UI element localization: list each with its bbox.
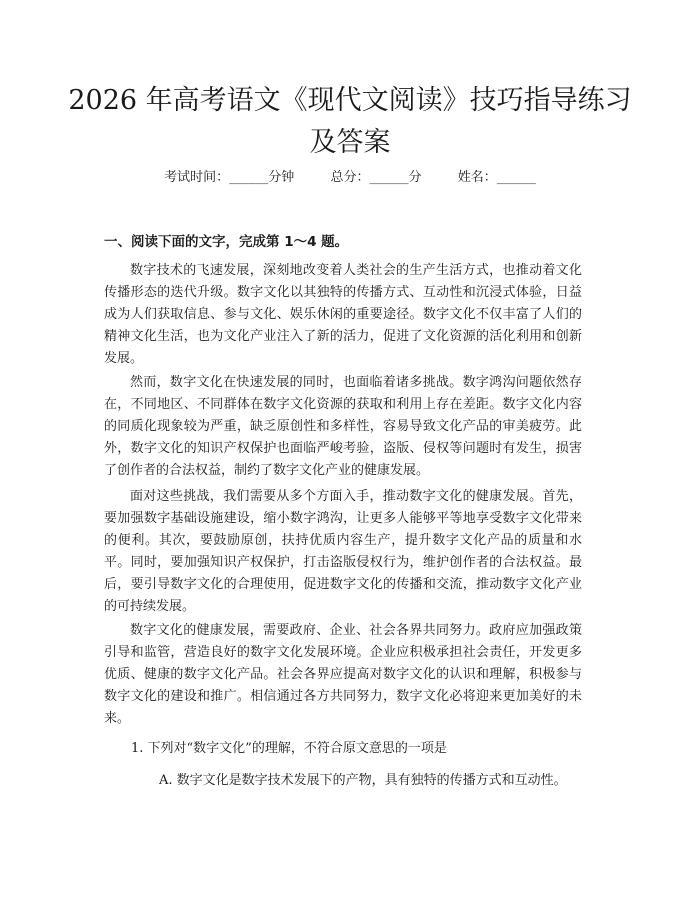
exam-score-blank: ______ bbox=[369, 170, 409, 185]
exam-time-blank: ______ bbox=[229, 170, 269, 185]
question-1-option-a: A. 数字文化是数字技术发展下的产物，具有独特的传播方式和互动性。 bbox=[159, 773, 567, 788]
paragraph-1: 数字技术的飞速发展，深刻地改变着人类社会的生产生活方式，也推动着文化传播形态的迭代升级。数字文化以其独特的传播方式、互动性和沉浸式体验，日益成为人们获取信息、参与文化、娱乐休闲的重要途径。数字文化不仅丰富了人们的精神文化生活，也为文化产业注入了新的活力，促进了文化资源的活化利用和创新发展。 bbox=[104, 263, 582, 366]
paragraph-4: 数字文化的健康发展，需要政府、企业、社会各界共同努力。政府应加强政策引导和监管，营造良好的数字文化发展环境。企业应积极承担社会责任，开发更多优质、健康的数字文化产品。社会各界应提高对数字文化的认识和理解，积极参与数字文化的建设和推广。相信通过各方共同努力，数字文化必将迎来更加美好的未来。 bbox=[104, 623, 582, 726]
document-title: 2026 年高考语文《现代文阅读》技巧指导练习及答案 bbox=[68, 85, 632, 158]
exam-info-line bbox=[0, 168, 700, 188]
exam-time-unit: 分钟 bbox=[268, 170, 295, 185]
question-1: 1. 下列对“数字文化”的理解，不符合原文意思的一项是 bbox=[131, 741, 447, 756]
exam-name-blank: ______ bbox=[496, 170, 536, 185]
exam-score-unit: 分 bbox=[408, 170, 422, 185]
exam-score-label: 总分： bbox=[330, 170, 370, 185]
exam-name-label: 姓名： bbox=[457, 170, 497, 185]
paragraph-2: 然而，数字文化在快速发展的同时，也面临着诸多挑战。数字鸿沟问题依然存在，不同地区、不同群体在数字文化资源的获取和利用上存在差距。数字文化内容的同质化现象较为严重，缺乏原创性和多样性，容易导致文化产品的审美疲劳。此外，数字文化的知识产权保护也面临严峻考验，盗版、侵权等问题时有发生，损害了创作者的合法权益，制约了数字文化产业的健康发展。 bbox=[104, 375, 582, 478]
section-heading: 一、阅读下面的文字，完成第 1～4 题。 bbox=[104, 234, 349, 250]
exam-time-label: 考试时间： bbox=[164, 170, 230, 185]
paragraph-3: 面对这些挑战，我们需要从多个方面入手，推动数字文化的健康发展。首先，要加强数字基础设施建设，缩小数字鸿沟，让更多人能够平等地享受数字文化带来的便利。其次，要鼓励原创，扶持优质内容生产，提升数字文化产品的质量和水平。同时，要加强知识产权保护，打击盗版侵权行为，维护创作者的合法权益。最后，要引导数字文化的合理使用，促进数字文化的传播和交流，推动数字文化产业的可持续发展。 bbox=[104, 489, 582, 614]
